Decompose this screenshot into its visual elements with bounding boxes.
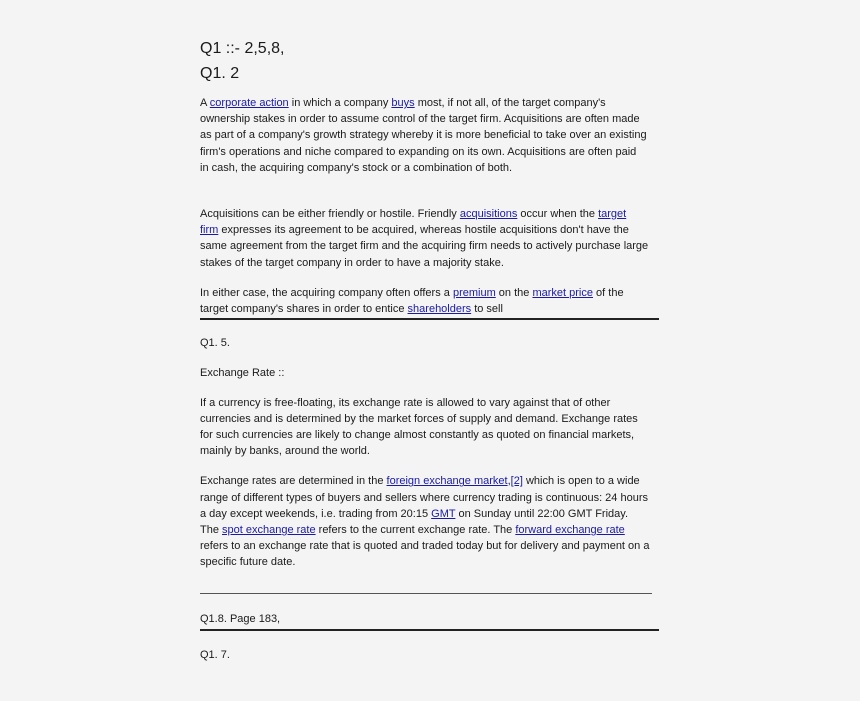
paragraph-line: mainly by banks, around the world.: [200, 445, 370, 458]
text: occur when the: [517, 208, 599, 221]
paragraph-line: [200, 95, 660, 111]
paragraph-friendly-hostile: [200, 206, 660, 271]
link-gmt[interactable]: GMT: [431, 507, 456, 520]
text: a day except weekends, i.e. trading from 20:15: [200, 507, 432, 520]
paragraph-line: [200, 473, 660, 489]
text: ,: [507, 475, 511, 488]
section-divider: [200, 318, 659, 320]
paragraph-line: same agreement from the target firm and the acquiring firm needs to actively purchase large: [200, 240, 649, 253]
text: in which a company: [288, 97, 392, 109]
link-foreign-exchange-market[interactable]: foreign exchange market: [386, 475, 508, 488]
heading-q1-8: Q1.8. Page 183,: [200, 612, 281, 625]
paragraph-line: firm's operations and niche compared to expanding on its own. Acquisitions are often paid: [200, 145, 637, 158]
text: Exchange rates are determined in the: [200, 475, 387, 488]
text: most, if not all, of the target company's: [414, 97, 606, 109]
heading-exchange-rate: Exchange Rate ::: [200, 367, 285, 380]
paragraph-free-floating: [200, 395, 660, 460]
text: which is open to a wide: [522, 475, 640, 488]
paragraph-line: [200, 506, 660, 522]
link-reference-2[interactable]: [2]: [510, 475, 523, 488]
text: In either case, the acquiring company often offers a: [200, 286, 453, 299]
link-corporate-action[interactable]: corporate action: [209, 97, 289, 109]
link-target[interactable]: target: [598, 208, 627, 221]
section-divider: [200, 629, 659, 631]
link-market-price[interactable]: market price: [532, 286, 593, 299]
text: of the: [592, 286, 624, 299]
paragraph-line: stakes of the target company in order to have a majority stake.: [200, 256, 504, 269]
document-body: [200, 38, 660, 663]
paragraph-line: specific future date.: [200, 556, 296, 569]
text: A: [200, 97, 210, 109]
heading-q1-2: Q1. 2: [200, 65, 240, 82]
text: on Sunday until 22:00 GMT Friday.: [455, 507, 629, 520]
link-spot-exchange-rate[interactable]: spot exchange rate: [222, 524, 316, 537]
link-forward-exchange-rate[interactable]: forward exchange rate: [515, 524, 625, 537]
paragraph-line: [200, 206, 660, 222]
text: The: [200, 524, 223, 537]
paragraph-line: If a currency is free-floating, its exchange rate is allowed to vary against that of other: [200, 396, 611, 409]
text: on the: [495, 286, 533, 299]
link-premium[interactable]: premium: [452, 286, 496, 299]
paragraph-line: [200, 222, 660, 238]
paragraph-line: as part of a company's growth strategy whereby it is more beneficial to take over an existing: [200, 129, 647, 142]
paragraph-line: [200, 522, 660, 538]
text: target company's shares in order to entice: [200, 303, 408, 316]
link-shareholders[interactable]: shareholders: [407, 303, 472, 316]
paragraph-line: ownership stakes in order to assume control of the target firm. Acquisitions are often made: [200, 113, 640, 126]
link-firm[interactable]: firm: [200, 224, 219, 237]
heading-q1-answers: Q1 ::- 2,5,8,: [200, 40, 285, 57]
heading-q1-5: Q1. 5.: [200, 337, 230, 350]
text: refers to the current exchange rate. The: [315, 524, 516, 537]
text: Acquisitions can be either friendly or hostile. Friendly: [200, 208, 460, 221]
paragraph-acquisition-definition: [200, 95, 660, 176]
paragraph-line: [200, 301, 660, 317]
paragraph-line: currencies and is determined by the market forces of supply and demand. Exchange rates: [200, 412, 638, 425]
underscore-divider: [200, 593, 652, 594]
paragraph-premium: [200, 285, 660, 317]
link-acquisitions[interactable]: acquisitions: [459, 208, 518, 221]
paragraph-line: for such currencies are likely to change almost constantly as quoted on financial markets,: [200, 429, 635, 442]
paragraph-exchange-determination: [200, 473, 660, 570]
paragraph-line: refers to an exchange rate that is quoted and traded today but for delivery and payment on a: [200, 540, 650, 553]
link-buys[interactable]: buys: [391, 97, 415, 109]
paragraph-line: in cash, the acquiring company's stock or a combination of both.: [200, 161, 513, 174]
heading-q1-7: Q1. 7.: [200, 648, 230, 661]
text: expresses its agreement to be acquired, whereas hostile acquisitions don't have the: [218, 224, 629, 237]
paragraph-line: range of different types of buyers and sellers where currency trading is continuous: 24 hours: [200, 491, 648, 504]
text: to sell: [471, 303, 503, 316]
paragraph-line: [200, 285, 660, 301]
